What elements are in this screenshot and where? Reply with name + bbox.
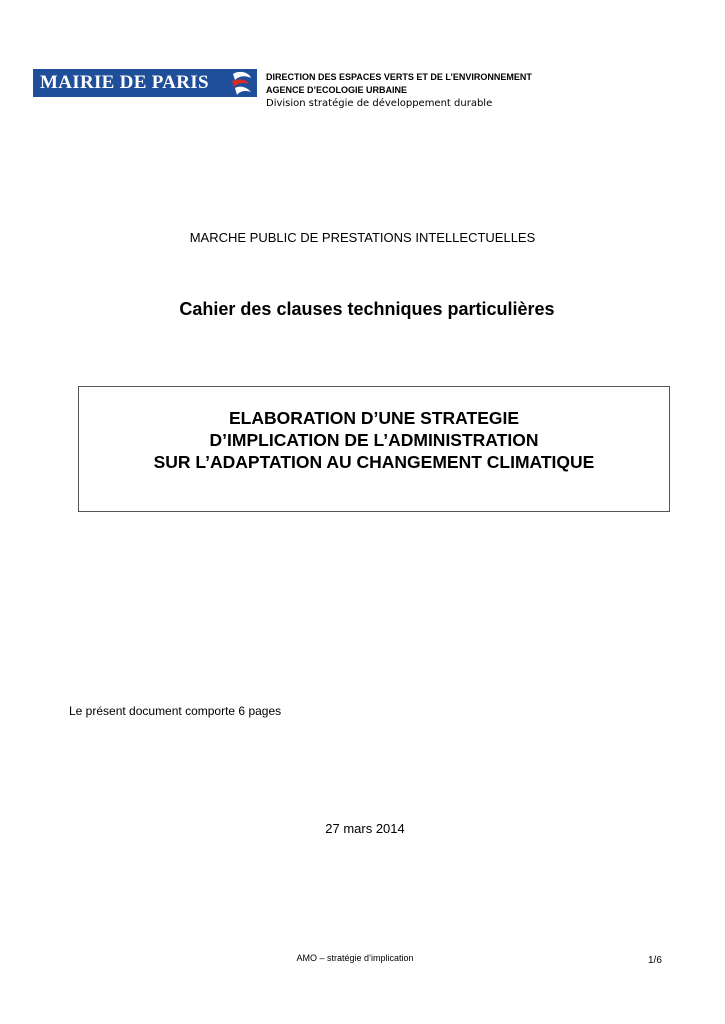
document-date: 27 mars 2014: [325, 821, 405, 836]
market-title: MARCHE PUBLIC DE PRESTATIONS INTELLECTUELLES: [189, 230, 536, 245]
agency-name: AGENCE D’ECOLOGIE URBAINE: [266, 85, 408, 95]
footer-label: AMO – stratégie d’implication: [296, 953, 414, 963]
page-number: 1/6: [648, 955, 662, 966]
document-title: Cahier des clauses techniques particulières: [179, 299, 555, 319]
project-title: [79, 407, 669, 473]
header-organization-block: [266, 71, 532, 110]
mairie-de-paris-logo: [33, 69, 257, 97]
page-count-note: Le présent document comporte 6 pages: [69, 704, 282, 718]
direction-name: DIRECTION DES ESPACES VERTS ET DE L’ENVIRONNEMENT: [266, 72, 532, 82]
project-title-box: [78, 386, 670, 512]
logo-text: MAIRIE DE PARIS: [40, 72, 209, 93]
project-title-line: SUR L’ADAPTATION AU CHANGEMENT CLIMATIQUE: [153, 452, 595, 472]
paris-emblem-icon: [229, 69, 255, 97]
project-title-line: ELABORATION D’UNE STRATEGIE: [228, 408, 520, 428]
project-title-line: D’IMPLICATION DE L’ADMINISTRATION: [209, 430, 539, 450]
division-name: Division stratégie de développement durable: [266, 98, 493, 109]
